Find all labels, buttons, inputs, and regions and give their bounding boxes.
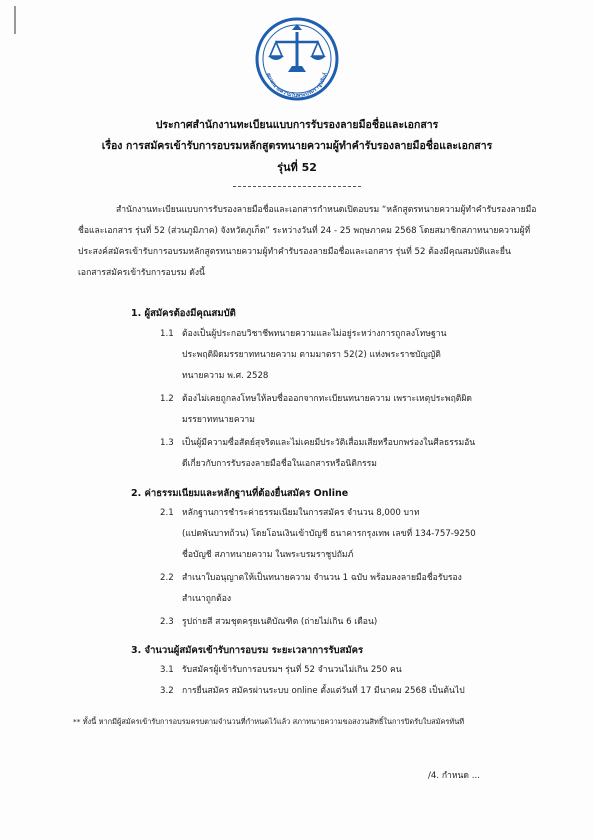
list-item (160, 681, 540, 703)
header-line-1: ประกาศสำนักงานทะเบียนแบบการรับรองลายมือชื่อและเอกสาร (155, 119, 439, 131)
list-item (160, 389, 540, 433)
list-item (160, 433, 540, 477)
continued-marker: /4. กำหนด ... (428, 771, 480, 781)
item-line: การยื่นสมัคร สมัครผ่านระบบ online ตั้งแต่วันที่ 17 มีนาคม 2568 เป็นต้นไป (182, 686, 465, 696)
list-item (160, 612, 540, 634)
section-2-heading: 2. ค่าธรรมเนียมและหลักฐานที่ต้องยื่นสมัคร Online (131, 488, 349, 499)
item-number: 2.1 (160, 508, 174, 518)
item-line: สำเนาใบอนุญาตให้เป็นทนายความ จำนวน 1 ฉบับ พร้อมลงลายมือชื่อรับรอง (182, 573, 462, 583)
intro-paragraph: สำนักงานทะเบียนแบบการรับรองลายมือชื่อและเอกสารกำหนดเปิดอบรม “หลักสูตรทนายความผู้ทำคำรับรองลายมือชื่อและเอกสาร รุ่นที่ 52 (ส่วนภูมิภาค) จังหวัดภูเก็ต” ระหว่างวันที่ 24 - 25 พฤษภาคม 2568 โดยสมาชิกสภาทนายความผู้ที่ประสงค์สมัครเข้ารับการอบรมหลักสูตรทนายความผู้ทำคำรับรองลายมือชื่อและเอกสาร รุ่นที่ 52 ต้องมีคุณสมบัติและยื่นเอกสารสมัครเข้ารับการอบรม ดังนี้ (78, 205, 537, 278)
footnote: ** ทั้งนี้ หากมีผู้สมัครเข้ารับการอบรมครบตามจำนวนที่กำหนดไว้แล้ว สภาทนายความขอสงวนสิทธิ์ในการปิดรับใบสมัครทันที (73, 717, 465, 726)
item-line: สำเนาถูกต้อง (182, 594, 232, 604)
divider (233, 186, 361, 187)
item-line: ต้องเป็นผู้ประกอบวิชาชีพทนายความและไม่อยู่ระหว่างการถูกลงโทษฐาน (182, 329, 447, 339)
item-line: ชื่อบัญชี สภาทนายความ ในพระบรมราชูปถัมภ์ (182, 550, 354, 560)
list-item (160, 568, 540, 612)
item-number: 2.2 (160, 573, 174, 583)
item-line: รูปถ่ายสี สวมชุดครุยเนติบัณฑิต (ถ่ายไม่เกิน 6 เดือน) (182, 617, 378, 627)
item-line: ต้องไม่เคยถูกลงโทษให้ลบชื่อออกจากทะเบียนทนายความ เพราะเหตุประพฤติผิด (182, 394, 473, 404)
list-item (160, 660, 540, 682)
item-line: เป็นผู้มีความซื่อสัตย์สุจริตและไม่เคยมีประวัติเสื่อมเสียหรือบกพร่องในศีลธรรมอัน (182, 438, 476, 448)
item-number: 3.1 (160, 665, 174, 675)
item-line: รับสมัครผู้เข้ารับการอบรมฯ รุ่นที่ 52 จำนวนไม่เกิน 250 คน (182, 665, 402, 675)
svg-text:สภาทนายความในพระบรมราชูปถัมภ์ (265, 71, 329, 99)
list-item (160, 503, 540, 569)
item-line: หลักฐานการชำระค่าธรรมเนียมในการสมัคร จำนวน 8,000 บาท (182, 508, 420, 518)
item-line: ทนายความ พ.ศ. 2528 (182, 371, 269, 381)
item-line: ดีเกี่ยวกับการรับรองลายมือชื่อในเอกสารหรือนิติกรรม (182, 459, 377, 469)
item-number: 2.3 (160, 617, 174, 627)
list-item (160, 324, 540, 390)
item-number: 1.1 (160, 329, 174, 339)
section-1-heading: 1. ผู้สมัครต้องมีคุณสมบัติ (131, 308, 236, 319)
header-line-2: เรื่อง การสมัครเข้ารับการอบรมหลักสูตรทนายความผู้ทำคำรับรองลายมือชื่อและเอกสาร (101, 140, 493, 152)
logo-text: สภาทนายความในพระบรมราชูปถัมภ์ (264, 72, 330, 100)
item-line: (แปดพันบาทถ้วน) โดยโอนเงินเข้าบัญชี ธนาคารกรุงเทพ เลขที่ 134-757-9250 (182, 529, 476, 539)
item-line: ประพฤติผิดมรรยาททนายความ ตามมาตรา 52(2) แห่งพระราชบัญญัติ (182, 350, 441, 360)
header-line-3: รุ่นที่ 52 (277, 161, 317, 174)
item-line: มรรยาททนายความ (182, 415, 255, 425)
lawyers-council-logo (252, 14, 342, 104)
item-number: 3.2 (160, 686, 174, 696)
scan-mark (14, 6, 16, 34)
item-number: 1.3 (160, 438, 174, 448)
section-3-heading: 3. จำนวนผู้สมัครเข้ารับการอบรม ระยะเวลาการรับสมัคร (131, 645, 364, 656)
item-number: 1.2 (160, 394, 174, 404)
